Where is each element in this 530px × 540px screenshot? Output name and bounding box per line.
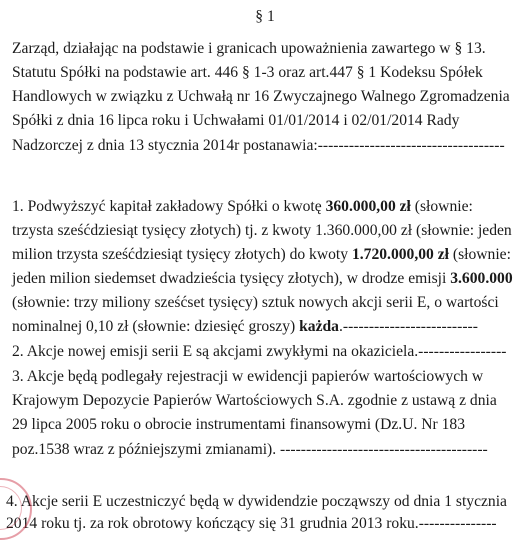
p1-line-6 <box>12 318 478 336</box>
p1-each: każda <box>299 318 339 335</box>
p1-line-1 <box>12 198 473 216</box>
p1-line-4 <box>12 270 513 288</box>
p3-line-2: Krajowym Depozycie Papierów Wartościowych S.A. zgodnie z ustawą z dnia <box>12 392 497 409</box>
p1-share-count: 3.600.000 <box>450 270 513 287</box>
p3-line-1: 3. Akcje będą podlegały rejestracji w ewidencji papierów wartościowych w <box>12 368 484 385</box>
p1-line-1-end: (słownie: <box>410 198 473 215</box>
p3-line-4: poz.1538 wraz z późniejszymi zmianami). ---------------------------------------- <box>12 441 488 458</box>
p1-line-3 <box>12 246 511 264</box>
p1-line-5: (słownie: trzy miliony sześćset tysięcy) sztuk nowych akcji serii E, o wartości <box>12 294 499 311</box>
intro-line-4: Spółki z dnia 16 lipca roku i Uchwałami 01/01/2014 i 02/01/2014 Rady <box>12 112 460 129</box>
p1-amount-increase: 360.000,00 zł <box>325 198 411 215</box>
p1-line-6-text: nominalnej 0,10 zł (słownie: dziesięć groszy) <box>12 318 300 335</box>
p3-line-3: 29 lipca 2005 roku o obrocie instrumentami finansowymi (Dz.U. Nr 183 <box>12 416 465 433</box>
p1-line-1-text: 1. Podwyższyć kapitał zakładowy Spółki o kwotę <box>12 198 326 215</box>
p1-line-2: trzysta sześćdziesiąt tysięcy złotych) tj. z kwoty 1.360.000,00 zł (słownie: jeden <box>12 222 512 239</box>
section-heading: § 1 <box>255 8 275 25</box>
intro-line-1: Zarząd, działając na podstawie i granicach upoważnienia zawartego w § 13. <box>12 40 486 57</box>
intro-line-3: Handlowych w związku z Uchwałą nr 16 Zwyczajnego Walnego Zgromadzenia <box>12 88 510 105</box>
intro-line-2: Statutu Spółki na podstawie art. 446 § 1-3 oraz art.447 § 1 Kodeksu Spółek <box>12 64 483 81</box>
p4-line-1: 4. Akcje serii E uczestniczyć będą w dywidendzie począwszy od dnia 1 stycznia <box>6 493 507 510</box>
p1-amount-total: 1.720.000,00 zł <box>351 246 449 263</box>
intro-line-5: Nadzorczej z dnia 13 stycznia 2014r postanawia:------------------------------------ <box>12 137 505 154</box>
p2-line-1: 2. Akcje nowej emisji serii E są akcjami zwykłymi na okaziciela.----------------- <box>12 343 507 360</box>
p4-line-2: 2014 roku tj. za rok obrotowy kończący się 31 grudnia 2013 roku.--------------- <box>6 515 497 532</box>
p1-line-4-text: jeden milion siedemset dwadzieścia tysięcy złotych), w drodze emisji <box>12 270 451 287</box>
p1-line-3-text: milion trzysta sześćdziesiąt tysięcy złotych) do kwoty <box>12 246 352 263</box>
p1-line-6-end: .-------------------------- <box>338 318 478 335</box>
p1-line-3-end: (słownie: <box>448 246 511 263</box>
